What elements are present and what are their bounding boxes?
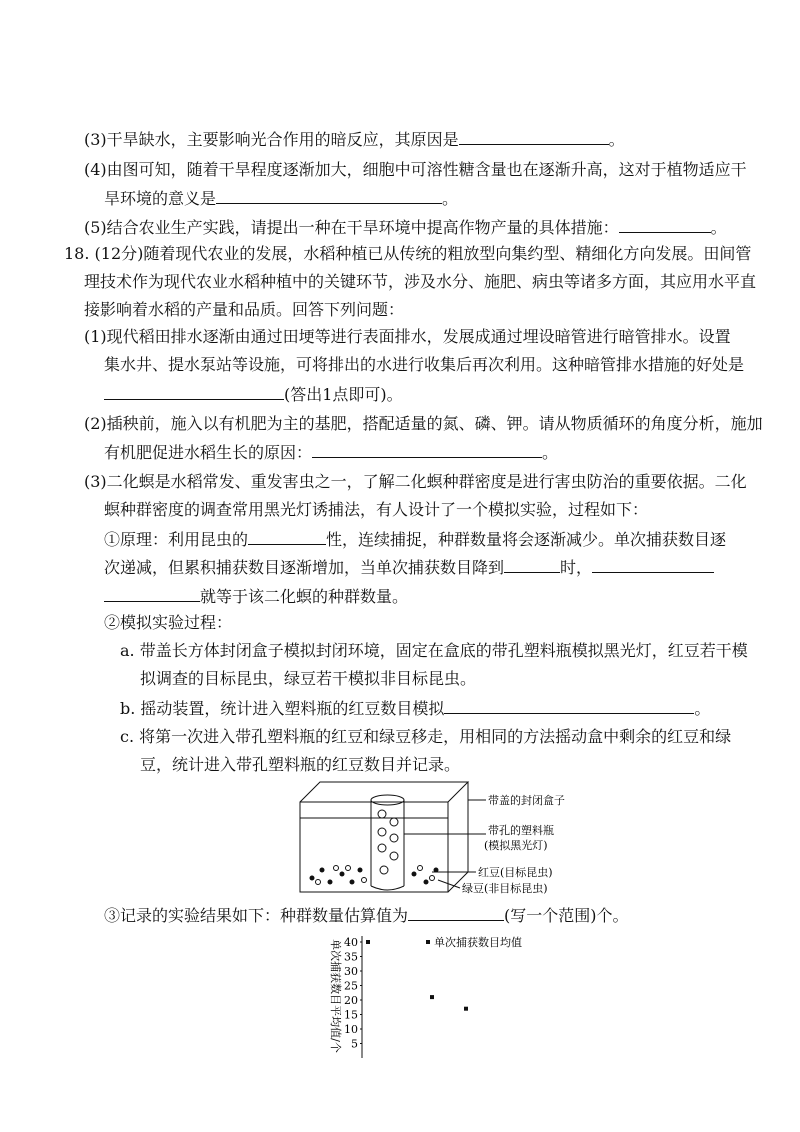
answer-blank[interactable] xyxy=(444,697,694,714)
legend-label: 单次捕获数目均值 xyxy=(434,936,522,949)
q18-part3-line2: 螟种群密度的调查常用黑光灯诱捕法，有人设计了一个模拟实验，过程如下： xyxy=(104,500,649,519)
process-title: ②模拟实验过程： xyxy=(104,613,233,632)
principle-line2: 次递减，但累积捕获数目逐渐增加，当单次捕获数目降到 时， xyxy=(104,556,714,579)
red-bean xyxy=(412,872,417,877)
y-tick-label: 5 xyxy=(351,1037,358,1051)
y-tick-label: 25 xyxy=(344,979,358,993)
y-tick-label: 15 xyxy=(344,1008,358,1022)
bottle-hole xyxy=(390,818,398,826)
q17-part4-line2: 旱环境的意义是 。 xyxy=(104,189,459,208)
red-bean xyxy=(328,880,333,885)
red-bean xyxy=(340,872,345,877)
green-bean xyxy=(316,880,321,885)
data-point xyxy=(430,995,434,999)
apparatus-diagram xyxy=(296,778,596,898)
step-a-line2: 拟调查的目标昆虫，绿豆若干模拟非目标昆虫。 xyxy=(140,669,477,688)
bottle-bottom xyxy=(371,886,404,890)
bottle-top xyxy=(371,795,404,805)
legend-marker xyxy=(426,940,430,944)
answer-blank[interactable] xyxy=(104,383,284,400)
green-bean xyxy=(346,866,351,871)
q18-part1-line3: (答出1点即可)。 xyxy=(104,383,403,406)
principle-line3: 就等于该二化螟的种群数量。 xyxy=(104,585,408,608)
q17-part4-line1: (4)由图可知，随着干旱程度逐渐加大，细胞中可溶性糖含量也在逐渐升高，这对于植物适应干 xyxy=(84,160,747,179)
answer-blank[interactable] xyxy=(104,585,200,602)
label-red-bean: 红豆(目标昆虫) xyxy=(478,866,553,879)
red-bean xyxy=(358,868,363,873)
q18-intro-line1: 18. (12分)随着现代农业的发展，水稻种植已从传统的粗放型向集约型、精细化方向发展。田间管 xyxy=(64,244,752,263)
data-point xyxy=(366,940,370,944)
y-tick-label: 35 xyxy=(344,950,358,964)
green-bean xyxy=(430,876,435,881)
answer-blank[interactable] xyxy=(216,187,442,204)
red-bean xyxy=(424,880,429,885)
label-bottle-sub: (模拟黑光灯) xyxy=(484,839,548,852)
q18-part1-line2: 集水井、提水泵站等设施，可将排出的水进行收集后再次利用。这种暗管排水措施的好处是 xyxy=(104,355,745,374)
q18-part3-line1: (3)二化螟是水稻常发、重发害虫之一，了解二化螟种群密度是进行害虫防治的重要依据。二化 xyxy=(84,472,747,491)
answer-blank[interactable] xyxy=(619,216,711,233)
bottle-hole xyxy=(378,810,386,818)
data-point xyxy=(464,1007,468,1011)
y-axis-label: 单次捕获数目平均值/个 xyxy=(329,939,342,1053)
bottle-hole xyxy=(390,852,398,860)
principle-line1: ①原理：利用昆虫的 性，连续捕捉，种群数量将会逐渐减少。单次捕获数目逐 xyxy=(104,530,727,549)
step-a-line1: a. 带盖长方体封闭盒子模拟封闭环境，固定在盒底的带孔塑料瓶模拟黑光灯，红豆若干模 xyxy=(120,641,748,660)
bottle-hole xyxy=(378,828,386,836)
q18-intro-line2: 理技术作为现代农业水稻种植中的关键环节，涉及水分、施肥、病虫等诸多方面，其应用水平直 xyxy=(84,272,757,291)
q18-part1-line1: (1)现代稻田排水逐渐由通过田埂等进行表面排水，发展成通过埋设暗管进行暗管排水。设置 xyxy=(84,327,731,346)
step-c-line1: c. 将第一次进入带孔塑料瓶的红豆和绿豆移走，用相同的方法摇动盒中剩余的红豆和绿 xyxy=(120,727,732,746)
bottle-hole xyxy=(390,834,398,842)
answer-blank[interactable] xyxy=(248,528,326,545)
label-green-bean: 绿豆(非目标昆虫) xyxy=(462,882,548,895)
answer-blank[interactable] xyxy=(408,904,504,921)
label-bottle: 带孔的塑料瓶 xyxy=(488,824,554,837)
step-b: b. 摇动装置，统计进入塑料瓶的红豆数目模拟 。 xyxy=(120,699,711,718)
box-top xyxy=(300,782,468,802)
q17-part5: (5)结合农业生产实践，请提出一种在干旱环境中提高作物产量的具体措施： 。 xyxy=(84,218,727,237)
answer-blank[interactable] xyxy=(312,441,542,458)
red-bean xyxy=(320,868,325,873)
y-tick-label: 20 xyxy=(344,994,358,1007)
red-bean xyxy=(310,876,315,881)
answer-blank[interactable] xyxy=(459,128,609,145)
q18-part2-line2: 有机肥促进水稻生长的原因： 。 xyxy=(104,443,559,462)
bottle-hole xyxy=(378,844,386,852)
y-tick-label: 10 xyxy=(344,1023,358,1036)
answer-blank[interactable] xyxy=(592,556,714,573)
green-bean xyxy=(362,878,367,883)
q18-part2-line1: (2)插秧前，施入以有机肥为主的基肥，搭配适量的氮、磷、钾。请从物质循环的角度分析，施加 xyxy=(84,414,763,433)
bottle-hole xyxy=(380,866,388,874)
y-tick-label: 40 xyxy=(344,936,358,949)
label-box: 带盖的封闭盒子 xyxy=(488,794,565,807)
step-c-line2: 豆，统计进入带孔塑料瓶的红豆数目并记录。 xyxy=(140,755,461,774)
red-bean xyxy=(350,880,355,885)
q18-intro-line3: 接影响着水稻的产量和品质。回答下列问题： xyxy=(84,300,405,319)
q17-part3: (3)干旱缺水，主要影响光合作用的暗反应，其原因是 。 xyxy=(84,130,625,149)
result-line: ③记录的实验结果如下：种群数量估算值为 (写一个范围)个。 xyxy=(104,906,629,925)
red-bean xyxy=(434,868,439,873)
green-bean xyxy=(334,866,339,871)
box-front xyxy=(300,802,448,892)
green-bean xyxy=(418,866,423,871)
y-tick-label: 30 xyxy=(344,965,358,978)
scatter-chart xyxy=(318,930,558,1064)
answer-blank[interactable] xyxy=(504,556,560,573)
